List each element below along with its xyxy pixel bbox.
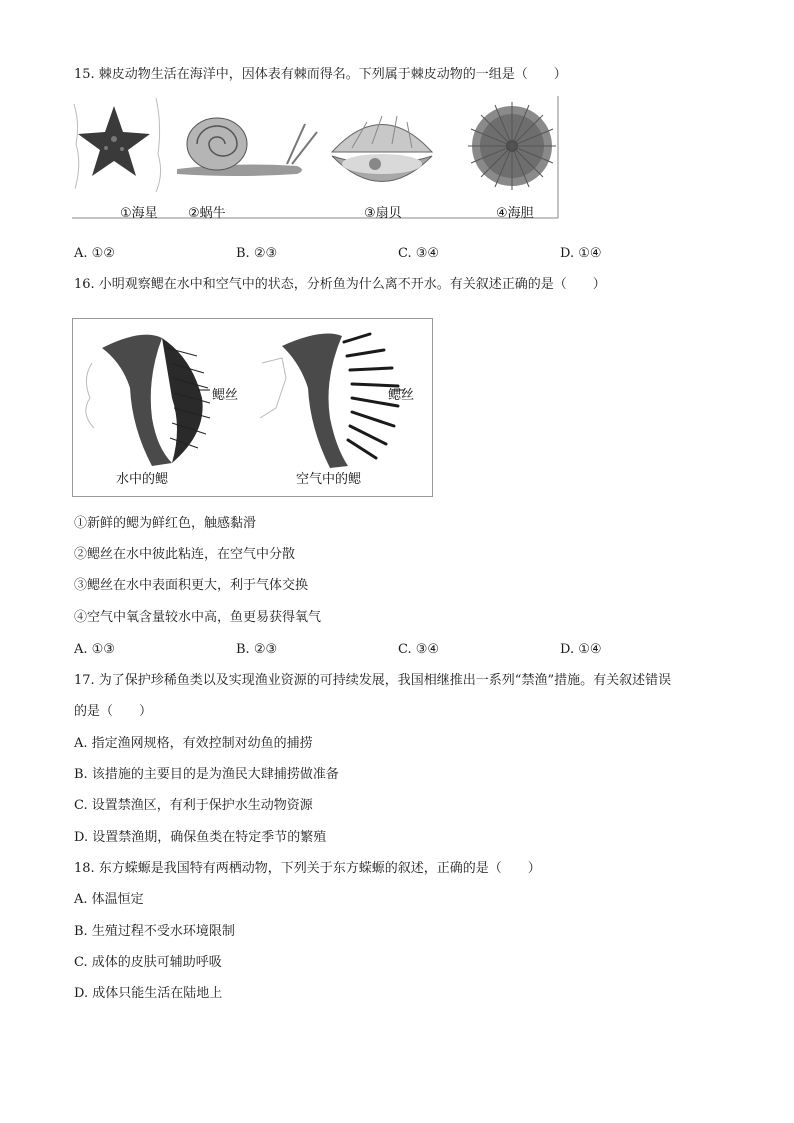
caption-gill-in-air: 空气中的鳃	[296, 472, 362, 487]
starfish-image	[78, 106, 150, 176]
q17-option-a[interactable]: A. 指定渔网规格，有效控制对幼鱼的捕捞	[74, 736, 313, 751]
q15-option-c[interactable]: C. ③④	[398, 246, 440, 261]
q18-option-b[interactable]: B. 生殖过程不受水环境限制	[74, 924, 235, 939]
label-starfish: ①海星	[120, 206, 158, 221]
q16-option-c[interactable]: C. ③④	[398, 642, 440, 657]
gill-in-water-image	[86, 335, 210, 466]
gill-in-air-image	[260, 334, 404, 468]
q16-statement-3: ③鳃丝在水中表面积更大，利于气体交换	[74, 578, 309, 593]
label-scallop: ③扇贝	[364, 206, 402, 221]
q16-statement-2: ②鳃丝在水中彼此粘连，在空气中分散	[74, 547, 296, 562]
q17-stem-line2: 的是（ ）	[74, 704, 153, 719]
q16-statement-4: ④空气中氧含量较水中高，鱼更易获得氧气	[74, 610, 322, 625]
q15-option-b[interactable]: B. ②③	[236, 246, 278, 261]
q18-option-a[interactable]: A. 体温恒定	[74, 892, 144, 907]
sea-urchin-image	[468, 102, 556, 190]
q15-option-d[interactable]: D. ①④	[560, 246, 602, 261]
q16-option-a[interactable]: A. ①③	[74, 642, 115, 657]
q18-option-d[interactable]: D. 成体只能生活在陆地上	[74, 986, 223, 1001]
gill-filament-callout-right: 鳃丝	[388, 388, 415, 403]
label-snail: ②蜗牛	[188, 206, 226, 221]
q15-stem: 15. 棘皮动物生活在海洋中，因体表有棘而得名。下列属于棘皮动物的一组是（ ）	[74, 67, 567, 82]
snail-image	[177, 118, 317, 176]
scallop-image	[332, 116, 432, 182]
q18-stem: 18. 东方蝾螈是我国特有两栖动物，下列关于东方蝾螈的叙述，正确的是（ ）	[74, 861, 541, 876]
caption-gill-in-water: 水中的鳃	[116, 472, 169, 487]
q17-stem-line1: 17. 为了保护珍稀鱼类以及实现渔业资源的可持续发展，我国相继推出一系列“禁渔”措施。有关叙述错误	[74, 673, 672, 688]
q17-option-d[interactable]: D. 设置禁渔期，确保鱼类在特定季节的繁殖	[74, 830, 327, 845]
q17-option-b[interactable]: B. 该措施的主要目的是为渔民大肆捕捞做准备	[74, 767, 339, 782]
label-sea-urchin: ④海胆	[496, 206, 534, 221]
q15-figure	[72, 94, 562, 222]
q18-option-c[interactable]: C. 成体的皮肤可辅助呼吸	[74, 955, 222, 970]
q17-option-c[interactable]: C. 设置禁渔区，有利于保护水生动物资源	[74, 798, 313, 813]
gill-filament-callout-left: 鳃丝	[212, 388, 239, 403]
q16-option-d[interactable]: D. ①④	[560, 642, 602, 657]
q16-option-b[interactable]: B. ②③	[236, 642, 278, 657]
q16-statement-1: ①新鲜的鳃为鲜红色，触感黏滑	[74, 516, 257, 531]
q16-stem: 16. 小明观察鳃在水中和空气中的状态，分析鱼为什么离不开水。有关叙述正确的是（ ）	[74, 277, 606, 292]
q15-option-a[interactable]: A. ①②	[74, 246, 115, 261]
q16-figure	[72, 318, 434, 498]
